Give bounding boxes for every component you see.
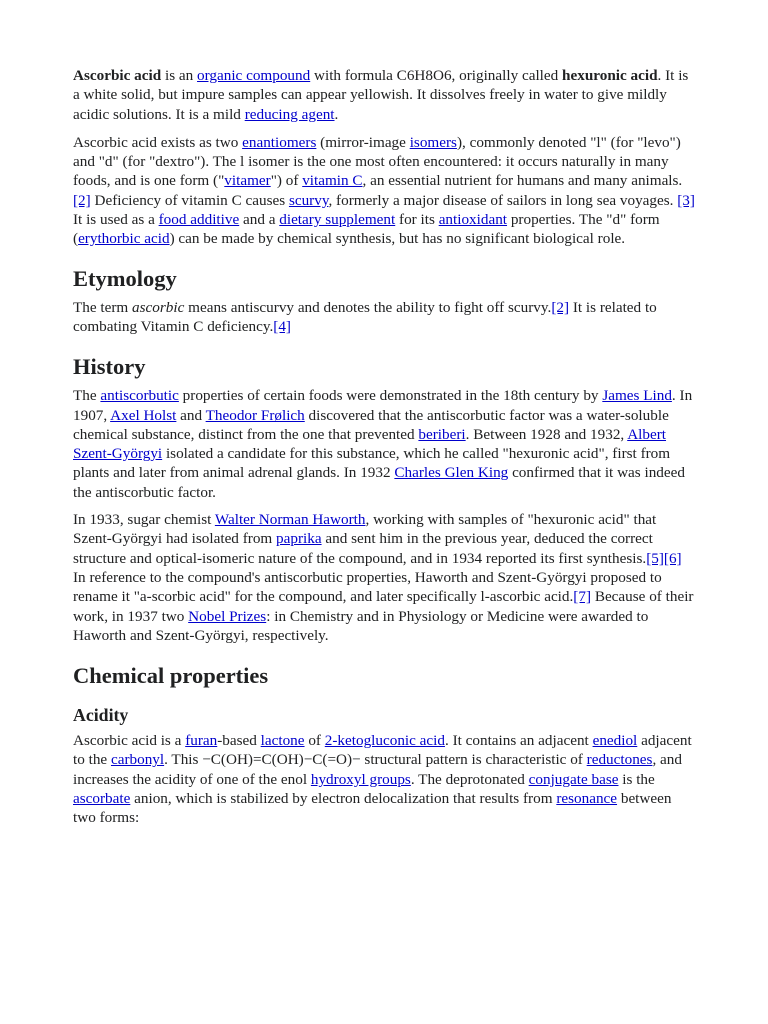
citation-2[interactable]: [2] xyxy=(551,298,570,316)
link-2-ketogluconic-acid[interactable]: 2-ketogluconic acid xyxy=(324,732,445,750)
link-antiscorbutic[interactable]: antiscorbutic xyxy=(100,387,179,405)
link-resonance[interactable]: resonance xyxy=(556,790,618,808)
link-vitamer[interactable]: vitamer xyxy=(224,172,271,190)
text-run: , working with samples of "hexuronic acid" that Szent-Györgyi had isolated from xyxy=(73,511,657,548)
text-run: . xyxy=(334,105,339,123)
citation-7[interactable]: [7] xyxy=(573,588,592,606)
text-run: properties. The "d" form ( xyxy=(73,211,660,248)
citation-3[interactable]: [3] xyxy=(677,191,695,209)
text-run: Ascorbic acid exists as two xyxy=(73,133,243,151)
text-run: isolated a candidate for this substance, which he called "hexuronic acid", first from plants and later from animal adrenal glands. In 1932 xyxy=(73,445,671,482)
link-theodor-frolich[interactable]: Theodor Frølich xyxy=(205,406,305,424)
text-run: between two forms: xyxy=(73,790,672,827)
link-enantiomers[interactable]: enantiomers xyxy=(242,133,317,151)
text-run: In reference to the compound's antiscorbutic properties, Haworth and Szent-Györgyi proposed to rename it "a-scorbic acid" for the compound, and later specifically l-ascorbic acid. xyxy=(73,568,662,606)
text-run: -based xyxy=(217,732,261,750)
citation-6[interactable]: [6] xyxy=(663,549,682,567)
text-run: ) can be made by chemical synthesis, but has no significant biological role. xyxy=(169,230,626,248)
text-run: , and increases the acidity of one of the enol xyxy=(73,751,682,788)
text-run: (mirror-image xyxy=(316,133,410,151)
text-run: . The deprotonated xyxy=(410,770,529,788)
text-run: and sent him in the previous year, deduced the correct structure and optical-isomeric nature of the compound, and in 1934 reported its first synthesis. xyxy=(73,530,653,567)
text-run: . Between 1928 and 1932, xyxy=(465,425,628,443)
acidity-paragraph xyxy=(73,731,697,827)
citation-2[interactable]: [2] xyxy=(73,191,91,209)
heading-history: History xyxy=(73,354,146,380)
text-run: of xyxy=(304,732,325,750)
citation-4[interactable]: [4] xyxy=(273,317,291,335)
link-organic-compound[interactable]: organic compound xyxy=(197,67,311,84)
term-italic: ascorbic xyxy=(132,298,185,316)
link-charles-glen-king[interactable]: Charles Glen King xyxy=(394,464,509,482)
text-run: The term xyxy=(73,298,133,316)
text-run: . This −C(OH)=C(OH)−C(=O)− structural pattern is characteristic of xyxy=(164,751,587,769)
article-body xyxy=(73,66,697,828)
intro-paragraph-1 xyxy=(73,66,697,124)
link-vitamin-c[interactable]: vitamin C xyxy=(302,172,363,190)
link-food-additive[interactable]: food additive xyxy=(158,211,240,229)
link-antioxidant[interactable]: antioxidant xyxy=(438,211,508,229)
text-run: for its xyxy=(395,211,439,229)
heading-chemical-properties: Chemical properties xyxy=(73,663,269,689)
text-run: is an xyxy=(161,67,198,84)
text-run: adjacent to the xyxy=(73,732,692,769)
link-carbonyl[interactable]: carbonyl xyxy=(110,751,165,769)
text-run: It is related to combating Vitamin C deficiency. xyxy=(73,298,657,335)
link-albert-szent-gyorgyi[interactable]: Albert Szent-Györgyi xyxy=(73,425,667,463)
text-run: and a xyxy=(239,211,280,229)
text-run: with formula C6H8O6, originally called xyxy=(310,67,563,84)
term-bold: hexuronic acid xyxy=(562,67,658,84)
text-run: . It contains an adjacent xyxy=(444,732,593,750)
text-run: anion, which is stabilized by electron delocalization that results from xyxy=(130,790,557,808)
link-james-lind[interactable]: James Lind xyxy=(602,387,672,405)
link-beriberi[interactable]: beriberi xyxy=(418,425,466,443)
text-run: The xyxy=(73,387,101,405)
citation-5[interactable]: [5] xyxy=(646,549,664,567)
text-run: , an essential nutrient for humans and many animals. xyxy=(362,172,683,190)
link-axel-holst[interactable]: Axel Holst xyxy=(110,406,177,424)
text-run: confirmed that it was indeed the antiscorbutic factor. xyxy=(73,464,685,501)
text-run: , formerly a major disease of sailors in long sea voyages. xyxy=(328,191,678,209)
text-run: Because of their work, in 1937 two xyxy=(73,588,694,625)
text-run: is the xyxy=(618,770,655,788)
text-run: : in Chemistry and in Physiology or Medicine were awarded to Haworth and Szent-Györgyi, respectively. xyxy=(73,607,649,644)
text-run: Deficiency of vitamin C causes xyxy=(90,191,289,209)
heading-acidity: Acidity xyxy=(73,705,129,726)
link-erythorbic-acid[interactable]: erythorbic acid xyxy=(78,230,170,248)
link-dietary-supplement[interactable]: dietary supplement xyxy=(279,211,396,229)
text-run: ), commonly denoted "l" (for "levo") and "d" (for "dextro"). The l isomer is the one most often encountered: it occurs naturally in many foods, and is one form (" xyxy=(73,133,681,190)
text-run: discovered that the antiscorbutic factor was a water-soluble chemical substance, distinct from the one that prevented xyxy=(73,406,669,443)
text-run: means antiscurvy and denotes the ability to fight off scurvy. xyxy=(184,298,552,316)
link-lactone[interactable]: lactone xyxy=(260,732,305,750)
text-run: Ascorbic acid is a xyxy=(73,732,186,750)
link-reducing-agent[interactable]: reducing agent xyxy=(244,105,335,123)
text-run: properties of certain foods were demonstrated in the 18th century by xyxy=(178,387,603,405)
text-run: ") of xyxy=(270,172,303,190)
link-scurvy[interactable]: scurvy xyxy=(288,191,329,209)
text-run: It is used as a xyxy=(73,211,159,229)
link-conjugate-base[interactable]: conjugate base xyxy=(528,770,619,788)
text-run: In 1933, sugar chemist xyxy=(73,511,215,529)
heading-etymology: Etymology xyxy=(73,265,177,291)
text-run: . It is a white solid, but impure samples can appear yellowish. It dissolves freely in water to give mildly acidic solutions. It is a mild xyxy=(73,67,689,123)
link-enediol[interactable]: enediol xyxy=(592,732,638,750)
link-reductones[interactable]: reductones xyxy=(586,751,653,769)
history-paragraph-1 xyxy=(73,386,697,502)
link-hydroxyl-groups[interactable]: hydroxyl groups xyxy=(310,770,411,788)
intro-paragraph-2 xyxy=(73,133,697,249)
term-bold: Ascorbic acid xyxy=(73,67,162,84)
link-isomers[interactable]: isomers xyxy=(409,133,457,151)
link-furan[interactable]: furan xyxy=(185,732,218,750)
link-ascorbate[interactable]: ascorbate xyxy=(73,790,131,808)
text-run: . In 1907, xyxy=(73,387,693,424)
link-paprika[interactable]: paprika xyxy=(276,530,322,548)
link-nobel-prizes[interactable]: Nobel Prizes xyxy=(188,607,267,625)
history-paragraph-2 xyxy=(73,510,697,645)
link-walter-norman-haworth[interactable]: Walter Norman Haworth xyxy=(214,511,366,529)
text-run: and xyxy=(176,406,206,424)
etymology-paragraph xyxy=(73,298,697,337)
